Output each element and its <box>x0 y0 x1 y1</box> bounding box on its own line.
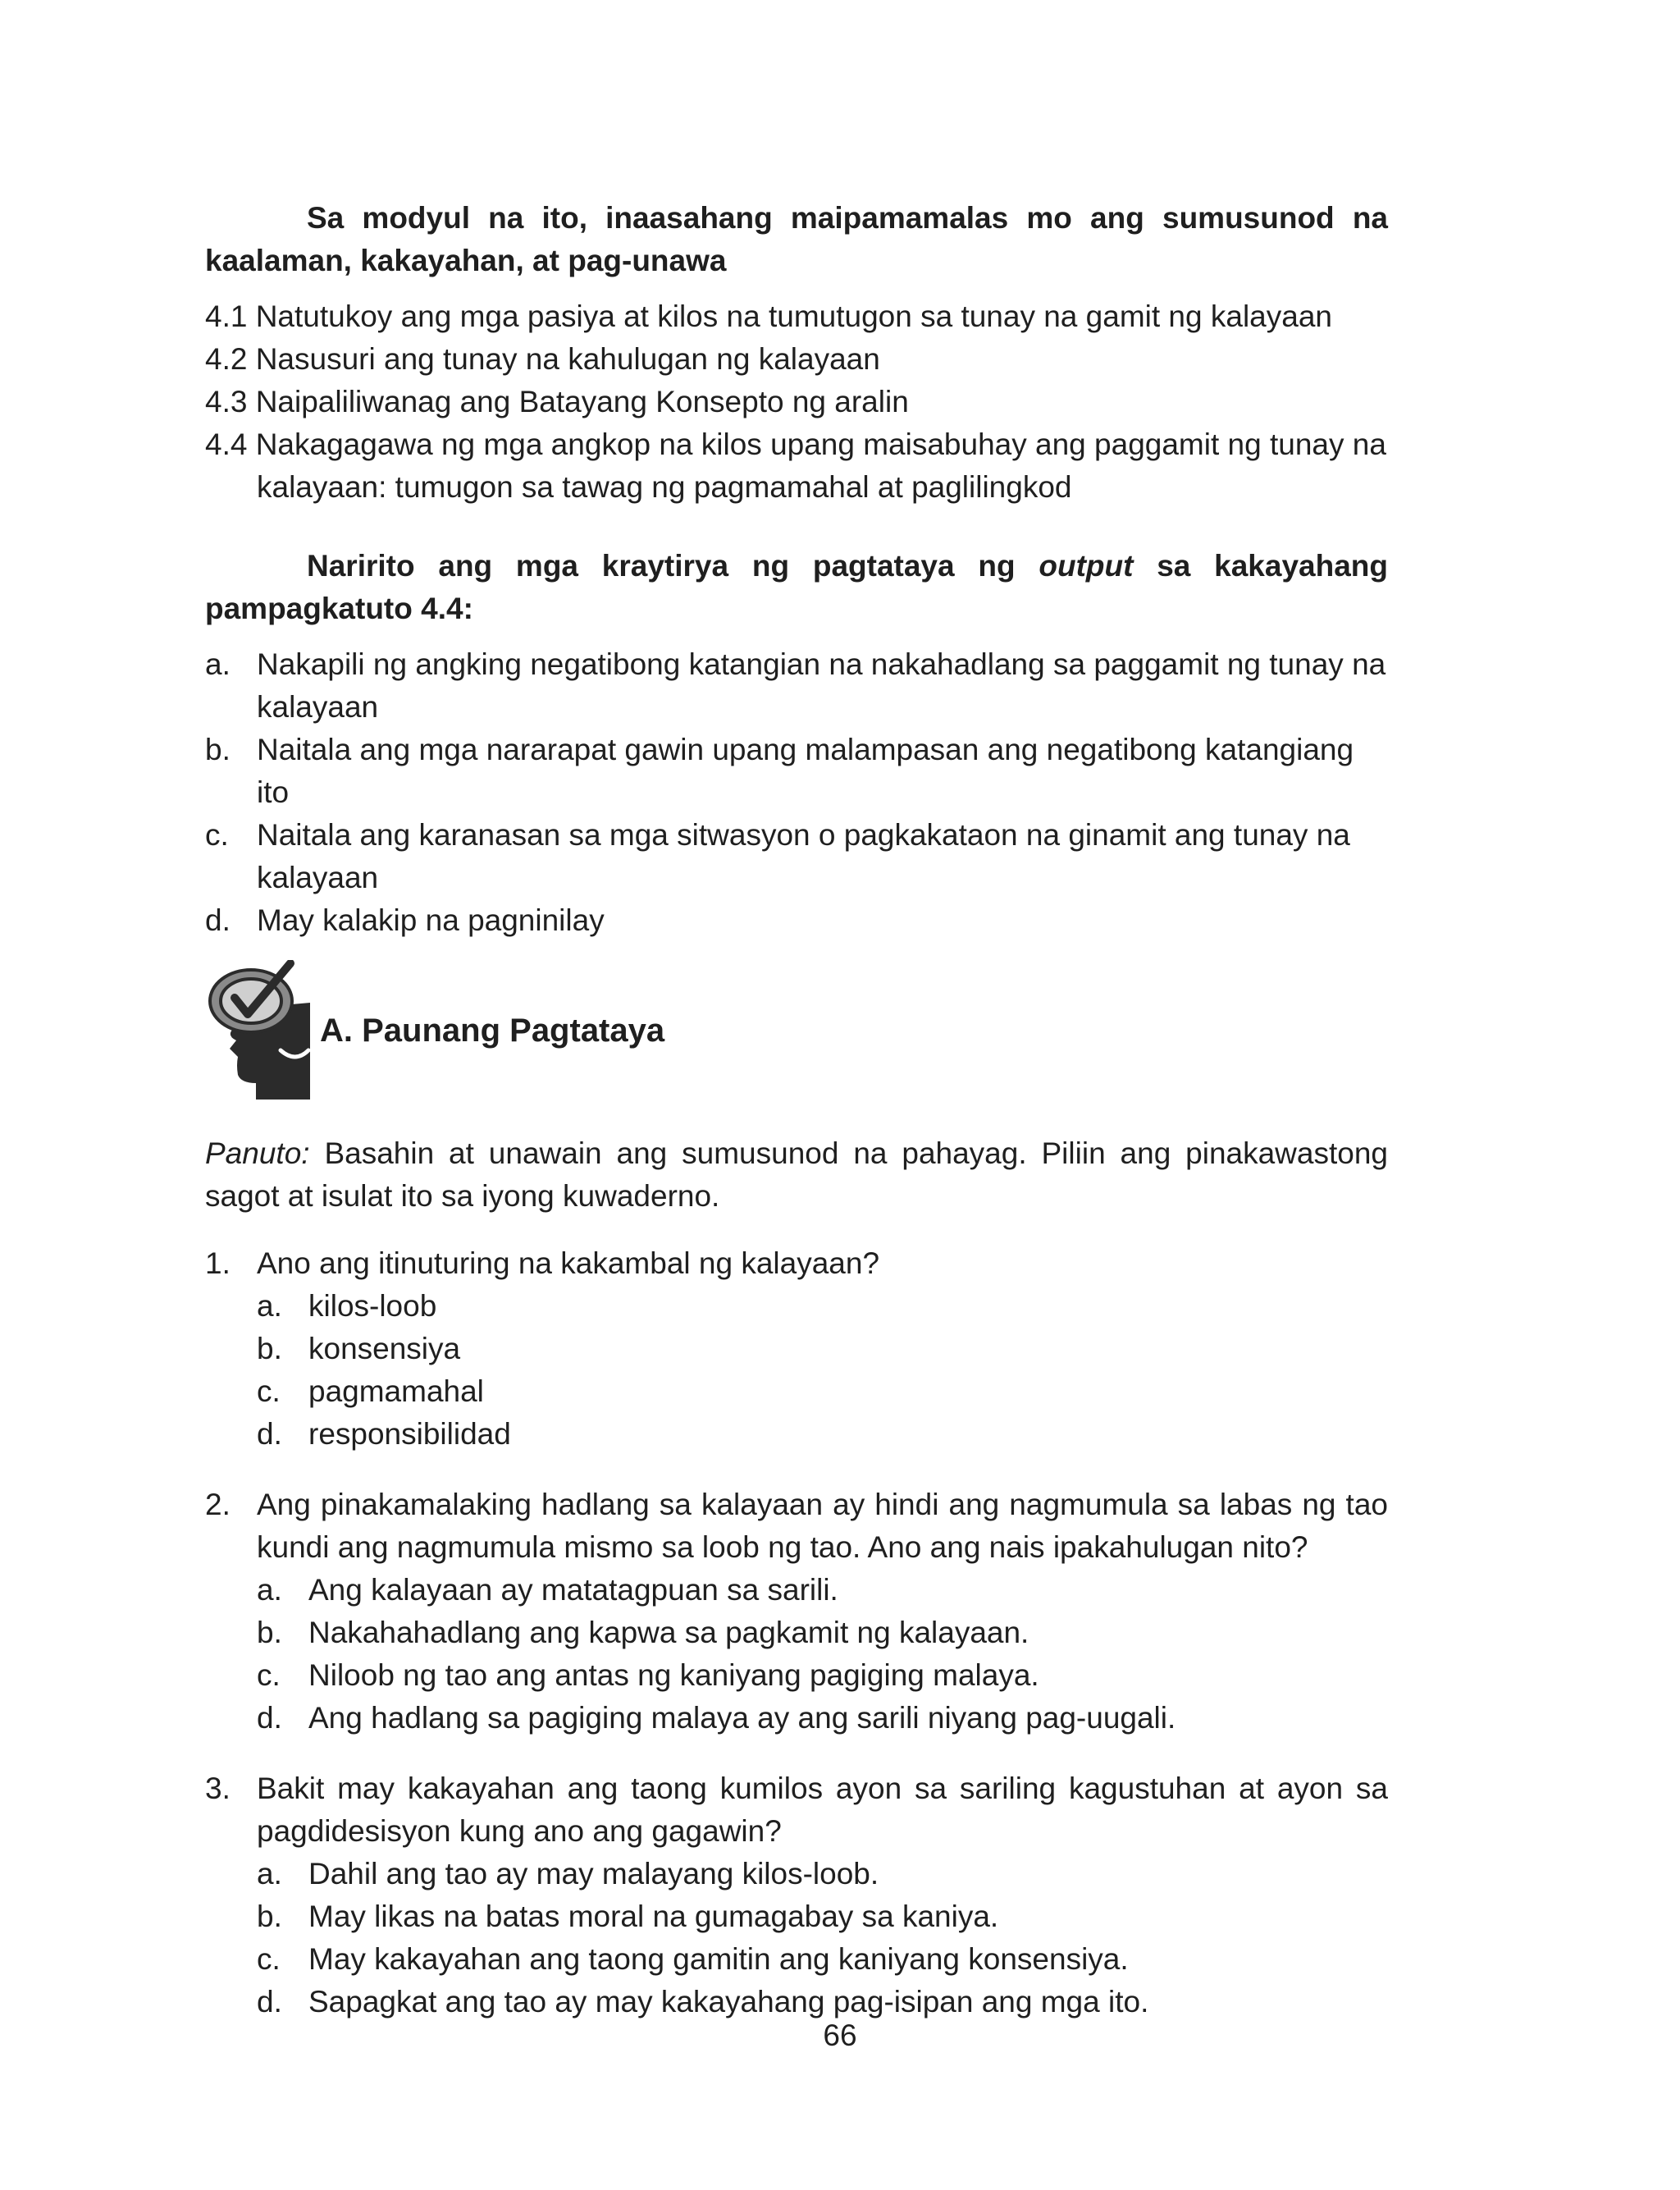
question-number: 3. <box>205 1772 231 1805</box>
learning-objective: 4.1 Natutukoy ang mga pasiya at kilos na tumutugon sa tunay na gamit ng kalayaan <box>205 299 1332 333</box>
learning-objective: 4.2 Nasusuri ang tunay na kahulugan ng kalayaan <box>205 342 880 376</box>
option-label: d. <box>257 1985 282 2019</box>
answer-option <box>257 1328 1388 1370</box>
option-text: Ang kalayaan ay matatagpuan sa sarili. <box>308 1573 838 1607</box>
criteria-list <box>205 643 1388 942</box>
option-text: pagmamahal <box>308 1374 484 1408</box>
answer-option <box>257 1853 1388 1895</box>
option-label: d. <box>257 1701 282 1735</box>
criteria-item-text: Nakapili ng angking negatibong katangian na nakahadlang sa paggamit ng tunay na kalayaan <box>257 647 1386 724</box>
option-label: c. <box>257 1942 281 1976</box>
intro-paragraph: Sa modyul na ito, inaasahang maipamamalas mo ang sumusunod na kaalaman, kakayahan, at pag-unawa <box>205 201 1388 277</box>
answer-option <box>257 1370 1388 1413</box>
answer-option <box>257 1285 1388 1328</box>
question-text: Bakit may kakayahan ang taong kumilos ayon sa sariling kagustuhan at ayon sa pagdidesisyon kung ano ang gagawin? <box>257 1772 1388 1848</box>
option-text: responsibilidad <box>308 1417 511 1451</box>
criteria-intro-part1: Naririto ang mga kraytirya ng pagtataya ng <box>307 549 1039 583</box>
answer-option <box>257 1413 1388 1456</box>
criteria-item-text: Naitala ang karanasan sa mga sitwasyon o pagkakataon na ginamit ang tunay na kalayaan <box>257 818 1350 894</box>
criteria-item-label: a. <box>205 647 231 681</box>
option-text: Ang hadlang sa pagiging malaya ay ang sarili niyang pag-uugali. <box>308 1701 1176 1735</box>
answer-option <box>257 1697 1388 1740</box>
option-text: konsensiya <box>308 1332 461 1365</box>
answer-option <box>257 1612 1388 1654</box>
option-text: Nakahahadlang ang kapwa sa pagkamit ng kalayaan. <box>308 1616 1029 1649</box>
questions-list <box>205 1242 1388 2023</box>
option-text: kilos-loob <box>308 1289 437 1323</box>
instructions <box>205 1132 1388 1218</box>
option-label: b. <box>257 1616 282 1649</box>
answer-option <box>257 1569 1388 1612</box>
section-header <box>205 960 1388 1100</box>
option-text: Sapagkat ang tao ay may kakayahang pag-isipan ang mga ito. <box>308 1985 1149 2019</box>
option-label: a. <box>257 1857 282 1891</box>
criteria-item <box>205 643 1388 729</box>
head-checkmark-icon <box>205 960 310 1100</box>
question <box>205 1242 1388 1456</box>
option-label: d. <box>257 1417 282 1451</box>
section-title: A. Paunang Pagtataya <box>320 1013 665 1049</box>
criteria-intro <box>205 545 1388 630</box>
option-text: May likas na batas moral na gumagabay sa kaniya. <box>308 1900 999 1933</box>
option-text: May kakayahan ang taong gamitin ang kaniyang konsensiya. <box>308 1942 1129 1976</box>
option-text: Niloob ng tao ang antas ng kaniyang pagiging malaya. <box>308 1658 1039 1692</box>
instructions-label: Panuto: <box>205 1136 310 1170</box>
criteria-item-label: b. <box>205 733 231 766</box>
option-label: b. <box>257 1332 282 1365</box>
learning-objectives-list <box>205 295 1388 509</box>
option-label: a. <box>257 1573 282 1607</box>
criteria-item <box>205 899 1388 942</box>
criteria-item-label: d. <box>205 903 231 937</box>
option-label: a. <box>257 1289 282 1323</box>
criteria-item-label: c. <box>205 818 229 852</box>
page-number: 66 <box>823 2019 857 2052</box>
learning-objective: 4.3 Naipaliliwanag ang Batayang Konsepto ng aralin <box>205 385 909 418</box>
option-text: Dahil ang tao ay may malayang kilos-loob. <box>308 1857 879 1891</box>
question-number: 1. <box>205 1246 231 1280</box>
option-label: c. <box>257 1658 281 1692</box>
question-text: Ano ang itinuturing na kakambal ng kalayaan? <box>257 1246 880 1280</box>
instructions-text: Basahin at unawain ang sumusunod na pahayag. Piliin ang pinakawastong sagot at isulat ito sa iyong kuwaderno. <box>205 1136 1388 1213</box>
criteria-item <box>205 729 1388 814</box>
criteria-item <box>205 814 1388 899</box>
question-text: Ang pinakamalaking hadlang sa kalayaan ay hindi ang nagmumula sa labas ng tao kundi ang nagmumula mismo sa loob ng tao. Ano ang nais ipakahulugan nito? <box>257 1488 1388 1564</box>
criteria-intro-italic: output <box>1039 549 1134 583</box>
learning-objective: 4.4 Nakagagawa ng mga angkop na kilos upang maisabuhay ang paggamit ng tunay na kalayaan: tumugon sa tawag ng pagmamahal at paglilingkod <box>205 427 1386 504</box>
criteria-item-text: May kalakip na pagninilay <box>257 903 605 937</box>
criteria-item-text: Naitala ang mga nararapat gawin upang malampasan ang negatibong katangiang ito <box>257 733 1354 809</box>
question <box>205 1767 1388 2023</box>
document-page <box>205 197 1388 2051</box>
option-label: c. <box>257 1374 281 1408</box>
option-label: b. <box>257 1900 282 1933</box>
question <box>205 1484 1388 1740</box>
question-number: 2. <box>205 1488 231 1521</box>
criteria-intro-part2: sa kakayahang pampagkatuto 4.4: <box>205 549 1388 625</box>
answer-option <box>257 1938 1388 1981</box>
answer-option <box>257 1654 1388 1697</box>
answer-option <box>257 1895 1388 1938</box>
